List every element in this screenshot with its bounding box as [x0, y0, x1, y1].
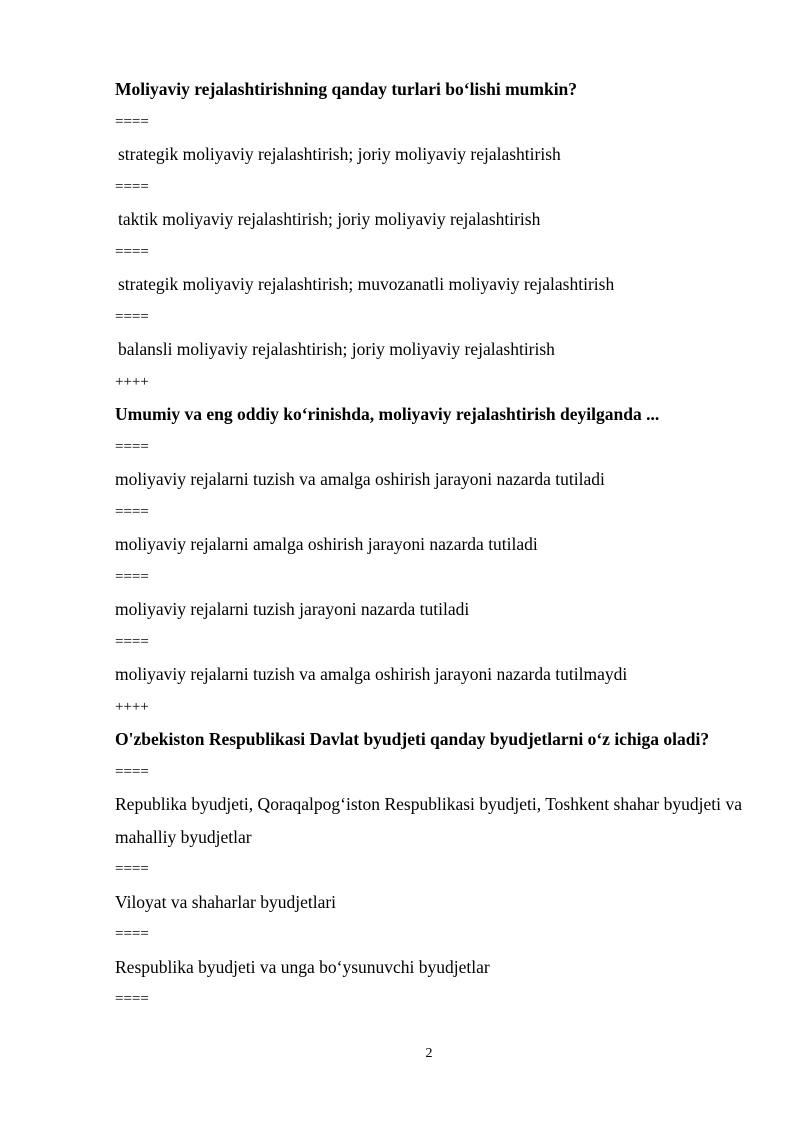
- answer-option: moliyaviy rejalarni amalga oshirish jarayoni nazarda tutiladi: [115, 534, 538, 554]
- question-text: O'zbekiston Respublikasi Davlat byudjeti qanday byudjetlarni o‘z ichiga oladi?: [115, 729, 710, 749]
- answer-separator: ====: [115, 568, 149, 585]
- answer-option: Respublika byudjeti va unga bo‘ysunuvchi byudjetlar: [115, 956, 490, 977]
- question-text: Moliyaviy rejalashtirishning qanday turlari bo‘lishi mumkin?: [115, 79, 578, 99]
- answer-separator: ====: [115, 178, 149, 195]
- answer-separator: ====: [115, 503, 149, 520]
- document-page: [115, 73, 742, 1016]
- question-text: Umumiy va eng oddiy ko‘rinishda, moliyaviy rejalashtirish deyilganda ...: [115, 404, 660, 424]
- answer-option: moliyaviy rejalarni tuzish jarayoni nazarda tutiladi: [115, 599, 470, 619]
- answer-separator: ====: [115, 633, 149, 650]
- answer-separator: ====: [115, 861, 149, 877]
- answer-separator: ====: [115, 113, 149, 130]
- answer-option: balansli moliyaviy rejalashtirish; joriy moliyaviy rejalashtirish: [118, 339, 555, 359]
- answer-option: Viloyat va shaharlar byudjetlari: [115, 891, 337, 912]
- answer-separator: ====: [115, 991, 149, 1007]
- answer-option: taktik moliyaviy rejalashtirish; joriy moliyaviy rejalashtirish: [118, 209, 541, 229]
- answer-separator: ====: [115, 243, 149, 260]
- answer-separator: ====: [115, 308, 149, 325]
- page-number: 2: [425, 1046, 433, 1061]
- answer-separator: ====: [115, 763, 149, 780]
- answer-option: strategik moliyaviy rejalashtirish; muvozanatli moliyaviy rejalashtirish: [118, 274, 615, 294]
- question-separator: ++++: [115, 373, 149, 390]
- question-separator: ++++: [115, 698, 149, 715]
- answer-option: moliyaviy rejalarni tuzish va amalga oshirish jarayoni nazarda tutiladi: [115, 469, 605, 489]
- answer-option: Republika byudjeti, Qoraqalpog‘iston Respublikasi byudjeti, Toshkent shahar byudjeti va mahalliy byudjetlar: [115, 794, 742, 847]
- answer-option: strategik moliyaviy rejalashtirish; joriy moliyaviy rejalashtirish: [118, 144, 561, 164]
- answer-option: moliyaviy rejalarni tuzish va amalga oshirish jarayoni nazarda tutilmaydi: [115, 664, 628, 684]
- answer-separator: ====: [115, 438, 149, 455]
- answer-separator: ====: [115, 926, 149, 942]
